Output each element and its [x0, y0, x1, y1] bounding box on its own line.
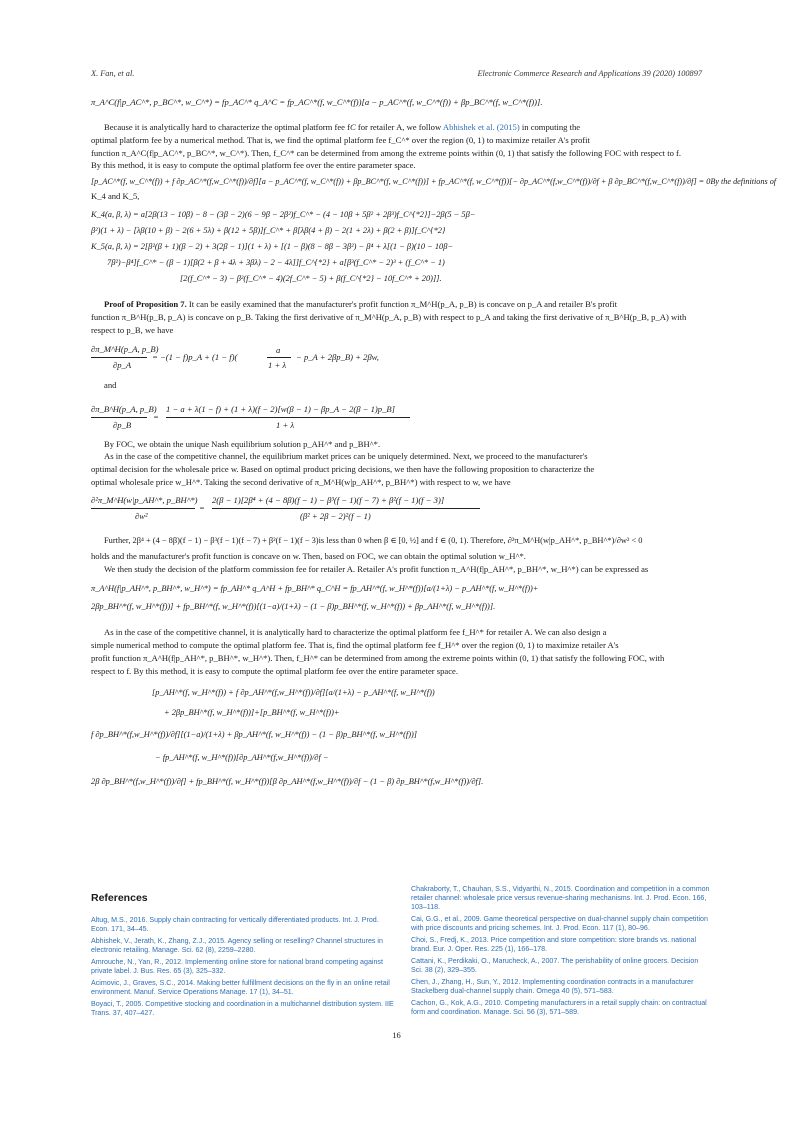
reference-item[interactable]: Choi, S., Fredj, K., 2013. Price competition and store competition: store brands vs. national brand. Eur. J. Oper. Res. 225 (1), 166–178. — [411, 936, 697, 954]
references-heading: References — [91, 892, 148, 904]
fraction-numerator: 2(β − 1)[2β⁴ + (4 − 8β)(f − 1) − β³(f − 1)(f − 7) + β²(f − 1)(f − 3)] — [212, 495, 445, 505]
connector-word: and — [104, 380, 117, 390]
equation-k5: 7β²)−β⁴]f_C^* − (β − 1)[β(2 + β + 4λ + 3βλ) − 2 − 4λ]]f_C^{*2} + a[β³(f_C^* − 2)³ + (f_C^* − 1) — [107, 258, 445, 267]
reference-item[interactable]: Chakraborty, T., Chauhan, S.S., Vidyarthi, N., 2015. Coordination and competition in a common retailer channel: wholesale price versus revenue-sharing mechanisms. Int. J. Prod. Econ. 166, 103–118. — [411, 885, 710, 912]
equation-foc-hybrid: 2β ∂p_BH^*(f,w_H^*(f))/∂f] + fp_BH^*(f, w_H^*(f))[β ∂p_AH^*(f,w_H^*(f))/∂f − (1 − β) ∂p_BH^*(f,w_H^*(f))/∂f]. — [91, 777, 484, 786]
reference-item[interactable]: Cachon, G., Kok, A.G., 2010. Competing manufacturers in a retail supply chain: on contractual form and coordination. Manage. Sci. 56 (3), 571–589. — [411, 999, 707, 1017]
equation-foc-hybrid: [p_AH^*(f, w_H^*(f)) + f ∂p_AH^*(f,w_H^*(f))/∂f][a/(1+λ) − p_AH^*(f, w_H^*(f)) — [152, 688, 435, 697]
paragraph-line: simple numerical method to compute the optimal platform fee. That is, find the optimal platform fee f_H^* over the region (0, 1) to maximize retailer A's — [91, 640, 619, 650]
paragraph-line: As in the case of the competitive channel, the equilibrium market prices can be uniquely determined. Next, we proceed to the manufacturer's — [104, 451, 588, 461]
fraction-denominator: ∂p_A — [113, 360, 132, 370]
math-symbol: C — [350, 122, 356, 132]
paragraph-line: As in the case of the competitive channel, it is analytically hard to characterize the optimal platform fee f_H^* for retailer A. We can also design a — [104, 627, 607, 637]
fraction-bar — [212, 508, 480, 509]
paragraph-line: holds and the manufacturer's profit function is concave on w. Then, based on FOC, we can obtain the optimal solution w_H^*. — [91, 551, 526, 561]
citation-link[interactable]: Abhishek et al. (2015) — [442, 122, 520, 132]
paragraph-line: By FOC, we obtain the unique Nash equilibrium solution p_AH^* and p_BH^*. — [104, 439, 381, 449]
proof-title: Proof of Proposition 7. — [104, 299, 187, 309]
paragraph-line: K_4 and K_5, — [91, 191, 140, 201]
reference-item[interactable]: Amrouche, N., Yan, R., 2012. Implementing online store for national brand competing against private label. J. Bus. Res. 65 (3), 325–332. — [91, 958, 383, 976]
equation-foc-hybrid: − fp_AH^*(f, w_H^*(f))[∂p_AH^*(f,w_H^*(f))/∂f − — [155, 753, 329, 762]
equation-k5: [2(f_C^* − 3) − β²(f_C^* − 4)(2f_C^* − 5) + β(f_C^{*2} − 10f_C^* + 20)]]. — [180, 274, 442, 283]
paragraph-line: optimal decision for the wholesale price w. Based on optimal product pricing decisions, we then have the following proposition to characterize the — [91, 464, 595, 474]
fraction-numerator: ∂π_B^H(p_A, p_B) — [91, 404, 157, 414]
equation-k5: K_5(a, β, λ) = 2[β²(β + 1)(β − 2) + 3(2β − 1)](1 + λ) + [(1 − β)(8 − 8β − 3β²) − β⁴ + λ[(1 − β)(10 − 10β− — [91, 242, 454, 251]
text-span: in computing the — [519, 122, 581, 132]
fraction-denominator: 1 + λ — [268, 360, 287, 370]
equation-platform-profit-hybrid: 2βp_BH^*(f, w_H^*(f))] + fp_BH^*(f, w_H^*(f))[(1−a)/(1+λ) − (1 − β)p_BH^*(f, w_H^*(f)) + βp_AH^*(f, w_H^*(f))]. — [91, 602, 496, 611]
equation-rhs: = −(1 − f)p_A + (1 − f)( — [152, 352, 238, 362]
equals-sign: = — [199, 503, 205, 513]
reference-item[interactable]: Cai, G.G., et al., 2009. Game theoretical perspective on dual-channel supply chain competition with price discounts and pricing schemes. Int. J. Prod. Econ. 117 (1), 80–96. — [411, 915, 708, 933]
paragraph-line — [104, 122, 580, 133]
fraction-bar — [91, 417, 147, 418]
text-span: Because it is analytically hard to characterize the optimal platform fee f — [104, 122, 351, 132]
text-span: It can be easily examined that the manufacturer's profit function π_M^H(p_A, p_B) is concave on p_A and retailer B's profit — [186, 299, 618, 309]
paragraph-line: function π_B^H(p_B, p_A) is concave on p_B. Taking the first derivative of π_M^H(p_A, p_B) with respect to p_A and taking the first derivative of π_B^H(p_B, p_A) with — [91, 312, 687, 322]
paragraph-line: respect to f. By this method, it is easy to compute the optimal platform fee over the entire parameter space. — [91, 666, 459, 676]
paragraph-line: optimal wholesale price w_H^*. Taking the second derivative of π_M^H(w|p_AH^*, p_BH^*) with respect to w, we have — [91, 477, 511, 487]
running-header-journal: Electronic Commerce Research and Applications 39 (2020) 100897 — [477, 69, 702, 78]
reference-item[interactable]: Boyaci, T., 2005. Competitive stocking and coordination in a multichannel distribution system. IIE Trans. 37, 407–427. — [91, 1000, 394, 1018]
fraction-bar — [267, 357, 291, 358]
fraction-numerator: 1 − a + λ(1 − f) + (1 + λ)(f − 2)[w(β − 1) − βp_A − 2(β − 1)p_B] — [166, 404, 395, 414]
paragraph-line — [104, 299, 617, 310]
paragraph-line: optimal platform fee by a numerical method. That is, we find the optimal platform fee f_C^* over the region (0, 1) to maximize retailer A's profit — [91, 135, 590, 145]
reference-item[interactable]: Chen, J., Zhang, H., Sun, Y., 2012. Implementing coordination contracts in a manufacturer Stackelberg dual-channel supply chain. Omega 40 (5), 571–583. — [411, 978, 694, 996]
paragraph-line: function π_A^C(f|p_AC^*, p_BC^*, w_C^*). Then, f_C^* can be determined from among the extreme points within (0, 1) that satisfy the following FOC with respect to f. — [91, 148, 682, 158]
fraction-denominator: (β² + 2β − 2)²(f − 1) — [300, 511, 371, 521]
paragraph-line: respect to p_B, we have — [91, 325, 174, 335]
fraction-bar — [166, 417, 410, 418]
running-header-authors: X. Fan, et al. — [91, 69, 135, 78]
equation-foc-hybrid: + 2βp_BH^*(f, w_H^*(f))]+[p_BH^*(f, w_H^*(f))+ — [164, 708, 340, 717]
reference-item[interactable]: Acimovic, J., Graves, S.C., 2014. Making better fulfillment decisions on the fly in an online retail environment. Manuf. Service Operations Manage. 17 (1), 34–51. — [91, 979, 390, 997]
fraction-denominator: 1 + λ — [276, 420, 295, 430]
reference-item[interactable]: Cattani, K., Perdikaki, O., Marucheck, A., 2007. The perishability of online grocers. Decision Sci. 38 (2), 329–355. — [411, 957, 699, 975]
fraction-numerator: ∂π_M^H(p_A, p_B) — [91, 344, 159, 354]
equation-platform-profit-competitive: π_A^C(f|p_AC^*, p_BC^*, w_C^*) = fp_AC^* q_A^C = fp_AC^*(f, w_C^*(f))[a − p_AC^*(f, w_C^*(f)) + βp_BC^*(f, w_C^*(f))]. — [91, 97, 543, 107]
paragraph-line: Further, 2β⁴ + (4 − 8β)(f − 1) − β³(f − 1)(f − 7) + β²(f − 1)(f − 3)is less than 0 when β ∈ [0, ½] and f ∈ (0, 1). Therefore, ∂²π_M^H(w|p_AH^*, p_BH^*)/∂w² < 0 — [104, 536, 643, 545]
equation-platform-profit-hybrid: π_A^H(f|p_AH^*, p_BH^*, w_H^*) = fp_AH^* q_A^H + fp_BH^* q_C^H = fp_AH^*(f, w_H^*(f))[a/(1+λ) − p_AH^*(f, w_H^*(f))+ — [91, 584, 539, 593]
reference-item[interactable]: Altug, M.S., 2016. Supply chain contracting for vertically differentiated products. Int. J. Prod. Econ. 171, 34–45. — [91, 916, 379, 934]
fraction-denominator: ∂w² — [135, 511, 148, 521]
equation-k4: β²)(1 + λ) − [λβ(10 + β) − 2(6 + 5λ) + β(12 + 5β)]f_C^* + β[λβ(4 + β) − 2(1 + 2λ) + β(2 + β)]f_C^{*2} — [91, 226, 446, 235]
fraction-denominator: ∂p_B — [113, 420, 132, 430]
page-number: 16 — [392, 1030, 401, 1040]
paragraph-line: We then study the decision of the platform commission fee for retailer A. Retailer A's profit function π_A^H(f|p_AH^*, p_BH^*, w_H^*) can be expressed as — [104, 564, 649, 574]
equation-k4: K_4(a, β, λ) = a[2β(13 − 10β) − 8 − (3β − 2)(6 − 9β − 2β²)f_C^* − (4 − 10β + 5β² + 2β³)f_C^{*2}]−2β(5 − 5β− — [91, 210, 476, 219]
reference-item[interactable]: Abhishek, V., Jerath, K., Zhang, Z.J., 2015. Agency selling or reselling? Channel structures in electronic retailing. Manage. Sci. 62 (8), 2259–2280. — [91, 937, 383, 955]
text-span: for retailer A, we follow — [355, 122, 443, 132]
fraction-bar — [91, 357, 147, 358]
equals-sign: = — [153, 412, 159, 422]
fraction-bar — [91, 508, 195, 509]
paragraph-line: profit function π_A^H(f|p_AH^*, p_BH^*, w_H^*). Then, f_H^* can be determined from among the extreme points within (0, 1) that satisfy the following FOC, with — [91, 653, 665, 663]
fraction-numerator: ∂²π_M^H(w|p_AH^*, p_BH^*) — [91, 495, 198, 505]
equation-foc-competitive: [p_AC^*(f, w_C^*(f)) + f ∂p_AC^*(f,w_C^*(f))/∂f][a − p_AC^*(f, w_C^*(f)) + βp_BC^*(f, w_C^*(f))] + fp_AC^*(f, w_C^*(f))[− ∂p_AC^*(f,w_C^*(f))/∂f + β ∂p_BC^*(f,w_C^*(f))/∂f] = 0By the definitions of — [91, 177, 777, 186]
equation-foc-hybrid: f ∂p_BH^*(f,w_H^*(f))/∂f][(1−a)/(1+λ) + βp_AH^*(f, w_H^*(f)) − (1 − β)p_BH^*(f, w_H^*(f))] — [91, 730, 418, 739]
paragraph-line: By this method, it is easy to compute the optimal platform fee over the entire parameter space. — [91, 160, 416, 170]
fraction-numerator: a — [276, 345, 281, 355]
equation-rhs: − p_A + 2βp_B) + 2βw, — [296, 352, 379, 362]
